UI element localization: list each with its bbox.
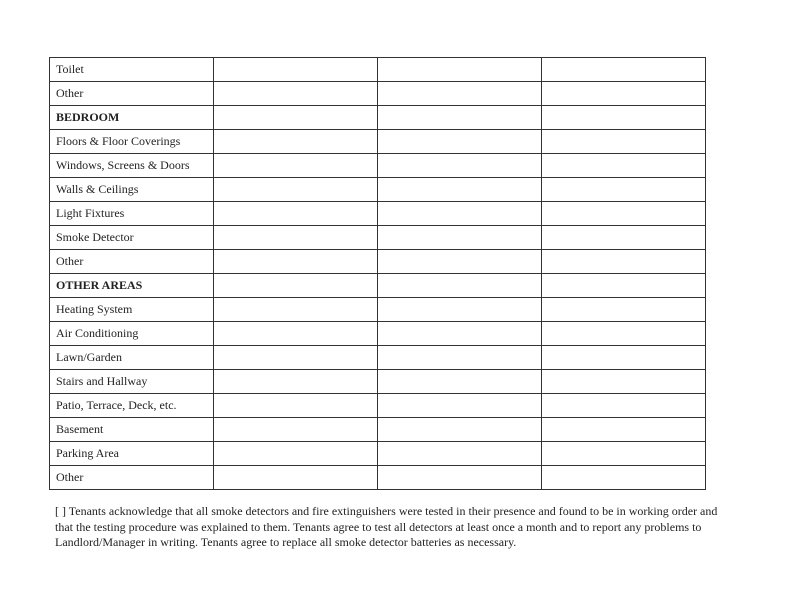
item-label: Lawn/Garden: [50, 346, 214, 370]
condition-entry-cell[interactable]: [378, 130, 542, 154]
condition-entry-cell[interactable]: [214, 250, 378, 274]
item-label: Stairs and Hallway: [50, 370, 214, 394]
checklist-row: [50, 154, 706, 178]
condition-entry-cell[interactable]: [542, 418, 706, 442]
condition-entry-cell[interactable]: [214, 346, 378, 370]
item-label: Other: [50, 82, 214, 106]
condition-entry-cell[interactable]: [378, 82, 542, 106]
checklist-row: [50, 178, 706, 202]
condition-entry-cell[interactable]: [214, 298, 378, 322]
condition-entry-cell[interactable]: [214, 82, 378, 106]
section-header-row: [50, 106, 706, 130]
checklist-row: [50, 466, 706, 490]
condition-entry-cell[interactable]: [542, 226, 706, 250]
condition-entry-cell[interactable]: [214, 370, 378, 394]
condition-entry-cell[interactable]: [378, 466, 542, 490]
section-label: OTHER AREAS: [50, 274, 214, 298]
condition-entry-cell[interactable]: [542, 370, 706, 394]
condition-entry-cell[interactable]: [214, 226, 378, 250]
section-label: BEDROOM: [50, 106, 214, 130]
condition-entry-cell[interactable]: [542, 346, 706, 370]
item-label: Basement: [50, 418, 214, 442]
inspection-checklist-table: [49, 57, 706, 490]
condition-entry-cell[interactable]: [542, 106, 706, 130]
item-label: Other: [50, 466, 214, 490]
condition-entry-cell[interactable]: [542, 298, 706, 322]
condition-entry-cell[interactable]: [378, 274, 542, 298]
item-label: Walls & Ceilings: [50, 178, 214, 202]
checklist-row: [50, 202, 706, 226]
condition-entry-cell[interactable]: [542, 274, 706, 298]
condition-entry-cell[interactable]: [542, 130, 706, 154]
condition-entry-cell[interactable]: [214, 274, 378, 298]
condition-entry-cell[interactable]: [542, 82, 706, 106]
checklist-row: [50, 394, 706, 418]
item-label: Toilet: [50, 58, 214, 82]
condition-entry-cell[interactable]: [214, 442, 378, 466]
checklist-row: [50, 322, 706, 346]
condition-entry-cell[interactable]: [214, 322, 378, 346]
condition-entry-cell[interactable]: [542, 58, 706, 82]
condition-entry-cell[interactable]: [378, 394, 542, 418]
condition-entry-cell[interactable]: [378, 154, 542, 178]
condition-entry-cell[interactable]: [214, 178, 378, 202]
condition-entry-cell[interactable]: [214, 466, 378, 490]
checklist-row: [50, 442, 706, 466]
checklist-row: [50, 82, 706, 106]
checklist-row: [50, 58, 706, 82]
item-label: Floors & Floor Coverings: [50, 130, 214, 154]
condition-entry-cell[interactable]: [378, 178, 542, 202]
condition-entry-cell[interactable]: [214, 418, 378, 442]
condition-entry-cell[interactable]: [214, 394, 378, 418]
condition-entry-cell[interactable]: [378, 322, 542, 346]
item-label: Patio, Terrace, Deck, etc.: [50, 394, 214, 418]
condition-entry-cell[interactable]: [542, 442, 706, 466]
checklist-row: [50, 298, 706, 322]
item-label: Other: [50, 250, 214, 274]
condition-entry-cell[interactable]: [542, 202, 706, 226]
condition-entry-cell[interactable]: [378, 58, 542, 82]
condition-entry-cell[interactable]: [214, 130, 378, 154]
condition-entry-cell[interactable]: [378, 346, 542, 370]
checklist-row: [50, 370, 706, 394]
checklist-body: [50, 58, 706, 490]
item-label: Light Fixtures: [50, 202, 214, 226]
condition-entry-cell[interactable]: [542, 178, 706, 202]
condition-entry-cell[interactable]: [214, 154, 378, 178]
checklist-row: [50, 418, 706, 442]
condition-entry-cell[interactable]: [542, 250, 706, 274]
item-label: Air Conditioning: [50, 322, 214, 346]
condition-entry-cell[interactable]: [542, 322, 706, 346]
condition-entry-cell[interactable]: [378, 226, 542, 250]
condition-entry-cell[interactable]: [378, 418, 542, 442]
item-label: Parking Area: [50, 442, 214, 466]
condition-entry-cell[interactable]: [378, 106, 542, 130]
condition-entry-cell[interactable]: [542, 394, 706, 418]
item-label: Smoke Detector: [50, 226, 214, 250]
checklist-row: [50, 346, 706, 370]
condition-entry-cell[interactable]: [378, 442, 542, 466]
item-label: Heating System: [50, 298, 214, 322]
item-label: Windows, Screens & Doors: [50, 154, 214, 178]
checklist-row: [50, 226, 706, 250]
condition-entry-cell[interactable]: [214, 58, 378, 82]
checklist-row: [50, 250, 706, 274]
condition-entry-cell[interactable]: [378, 370, 542, 394]
condition-entry-cell[interactable]: [378, 202, 542, 226]
section-header-row: [50, 274, 706, 298]
condition-entry-cell[interactable]: [378, 250, 542, 274]
checklist-row: [50, 130, 706, 154]
condition-entry-cell[interactable]: [378, 298, 542, 322]
condition-entry-cell[interactable]: [542, 154, 706, 178]
condition-entry-cell[interactable]: [214, 106, 378, 130]
smoke-detector-acknowledgement: [ ] Tenants acknowledge that all smoke detectors and fire extinguishers were tested in their presence and found to be in working order and that the testing procedure was explained to them. Tenants agree to test all detectors at least once a month and to report any problems to Landlord/Manager in writing. Tenants agree to replace all smoke detector batteries as necessary.: [55, 504, 718, 549]
condition-entry-cell[interactable]: [542, 466, 706, 490]
condition-entry-cell[interactable]: [214, 202, 378, 226]
